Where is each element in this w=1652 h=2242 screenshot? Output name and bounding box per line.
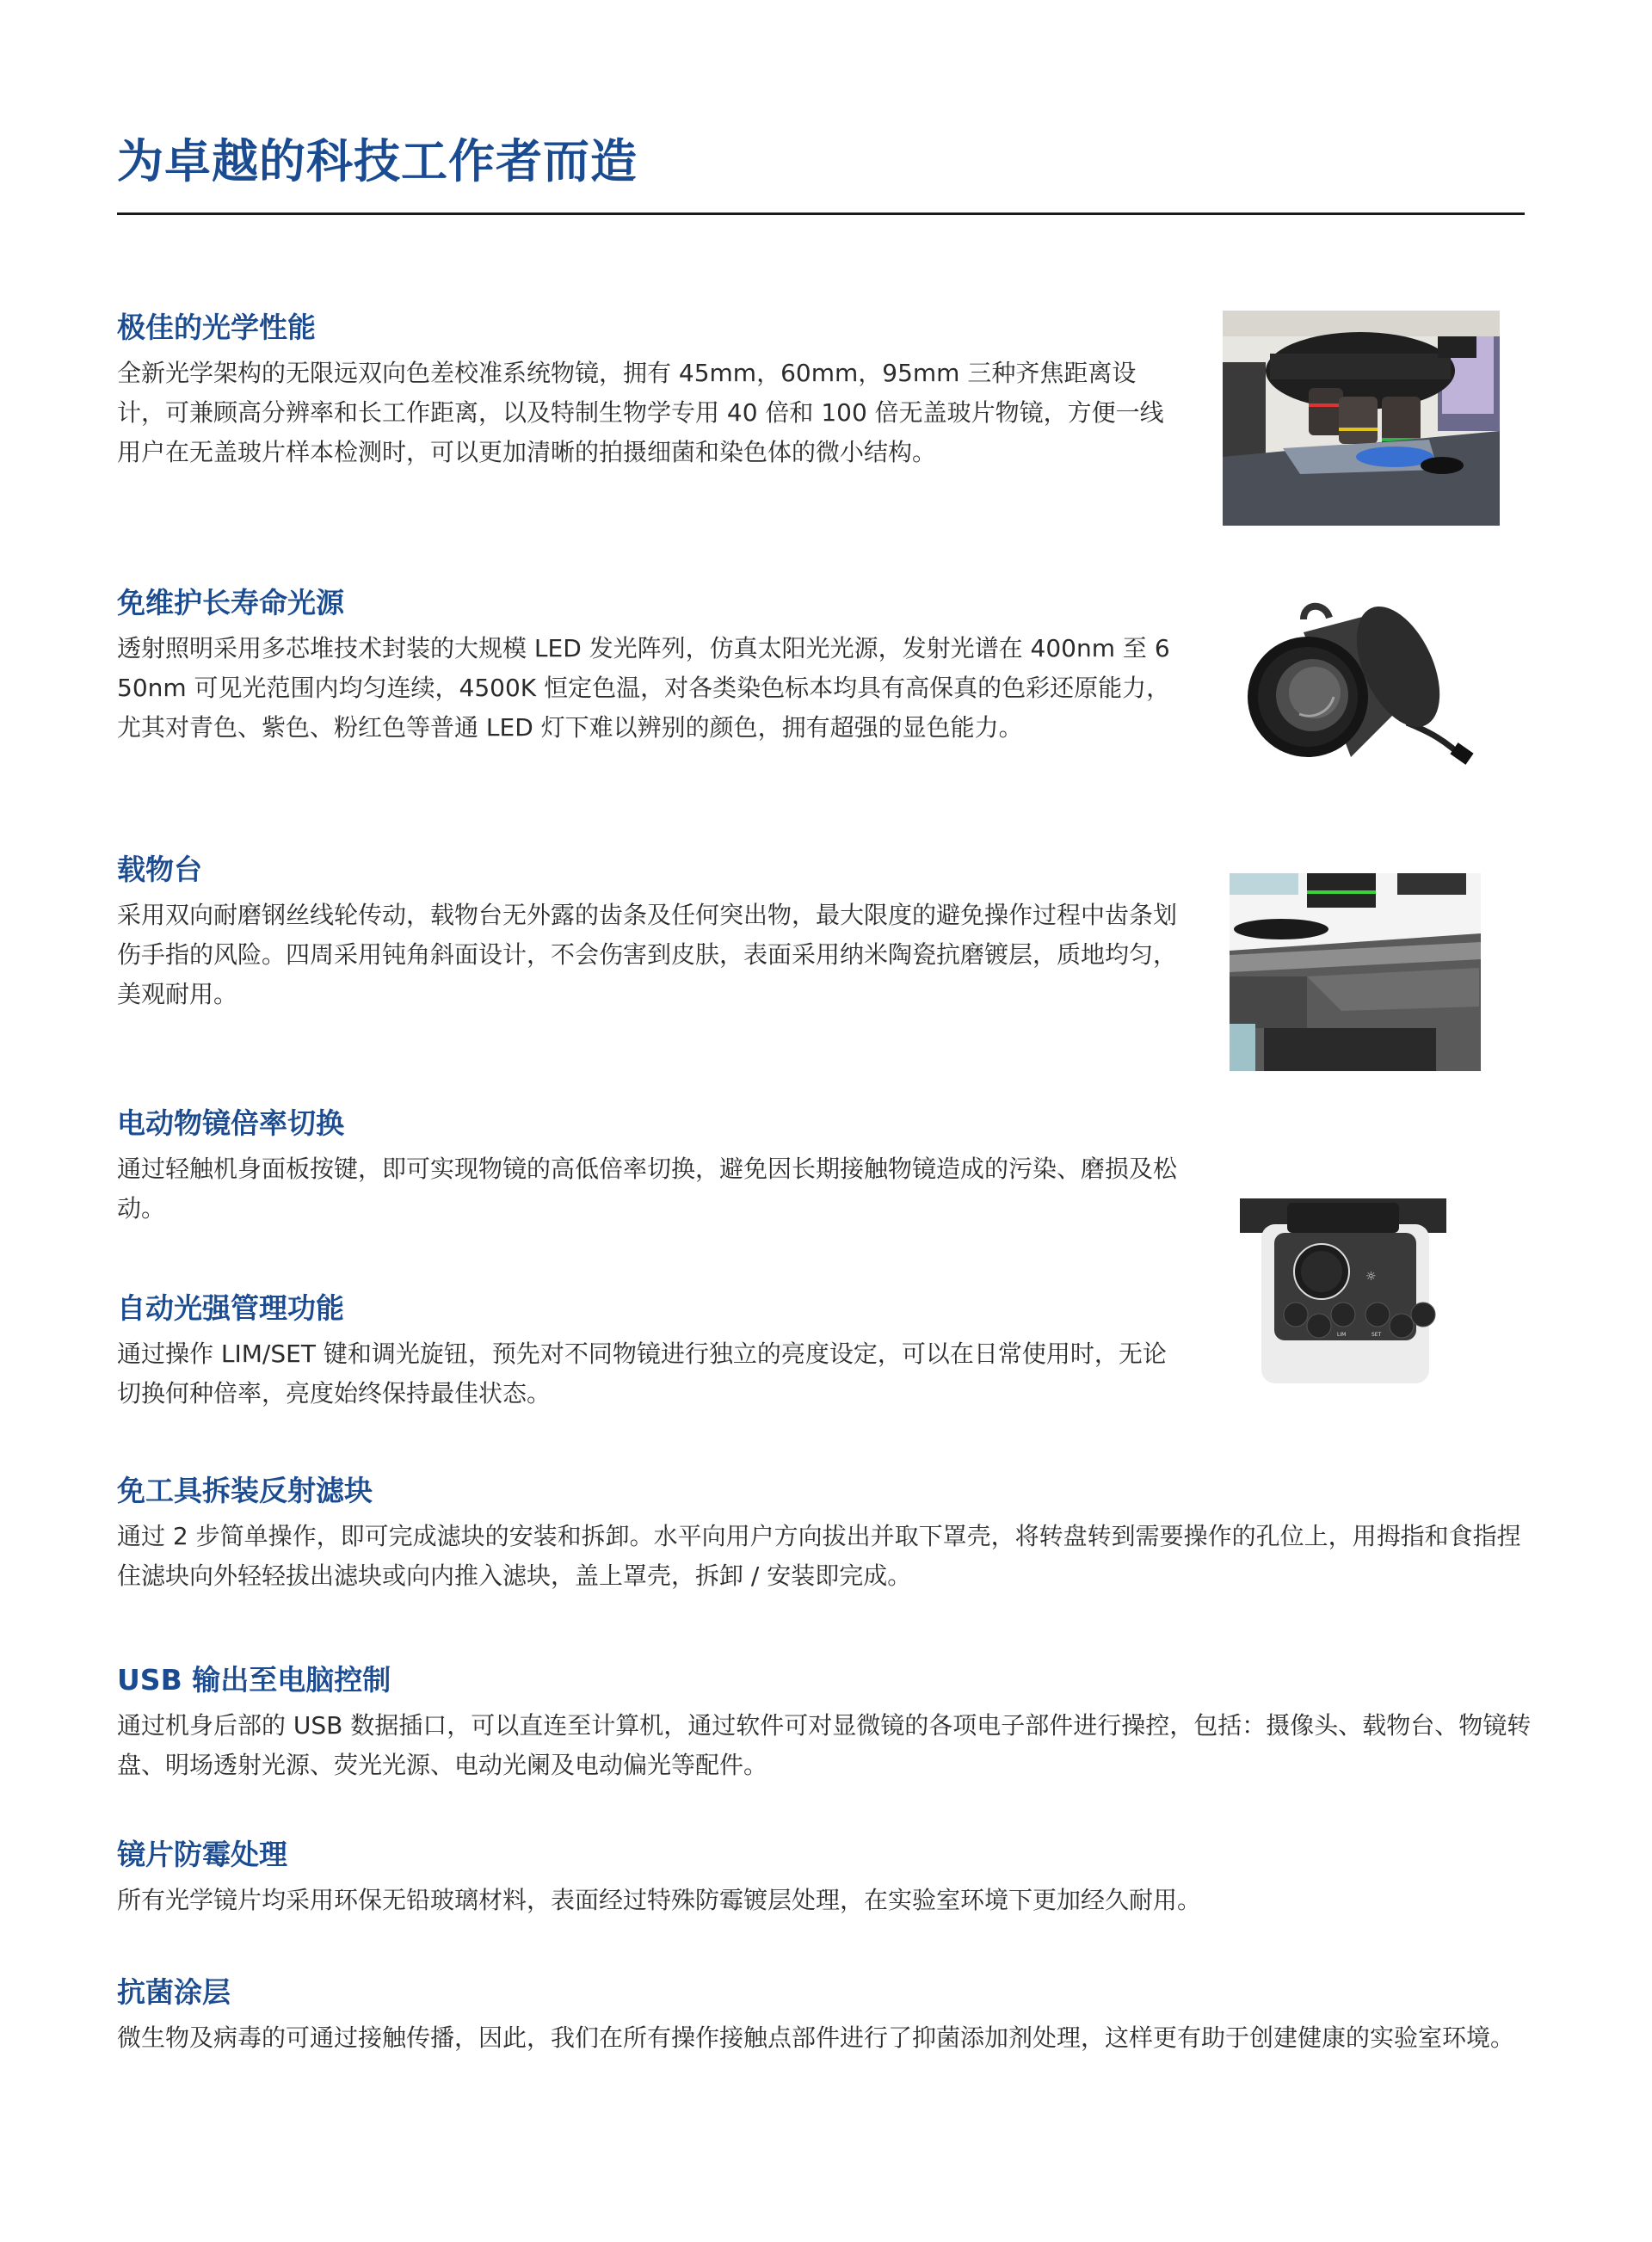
title-divider xyxy=(117,212,1525,215)
objective-turret-photo xyxy=(1223,311,1500,526)
section-body: 所有光学镜片均采用环保无铅玻璃材料，表面经过特殊防霉镀层处理，在实验室环境下更加经久耐用。 xyxy=(117,1886,1202,1915)
stage-photo xyxy=(1230,873,1481,1071)
page-title: 为卓越的科技工作者而造 xyxy=(117,134,638,188)
section-body: 采用双向耐磨钢丝线轮传动，载物台无外露的齿条及任何突出物，最大限度的避免操作过程中齿条划伤手指的风险。四周采用钝角斜面设计，不会伤害到皮肤，表面采用纳米陶瓷抗磨镀层，质地均匀，美观耐用。 xyxy=(117,901,1178,1009)
section-heading: USB 输出至电脑控制 xyxy=(117,1663,391,1697)
section-motorized-nosepiece xyxy=(117,1106,1184,1229)
section-auto-light-management xyxy=(117,1290,1184,1414)
section-body: 通过 2 步简单操作，即可完成滤块的安装和拆卸。水平向用户方向拔出并取下罩壳，将转盘转到需要操作的孔位上，用拇指和食指捏住滤块向外轻轻拔出滤块或向内推入滤块，盖上罩壳，拆卸 / 安装即完成。 xyxy=(117,1522,1521,1591)
section-body: 微生物及病毒的可通过接触传播，因此，我们在所有操作接触点部件进行了抑菌添加剂处理，这样更有助于创建健康的实验室环境。 xyxy=(117,2023,1515,2053)
section-body: 通过轻触机身面板按键，即可实现物镜的高低倍率切换，避免因长期接触物镜造成的污染、磨损及松动。 xyxy=(117,1155,1178,1223)
section-body: 透射照明采用多芯堆技术封装的大规模 LED 发光阵列，仿真太阳光光源，发射光谱在 400nm 至 650nm 可见光范围内均匀连续，4500K 恒定色温，对各类染色标本均具有高保真的色彩还原能力，尤其对青色、紫色、粉红色等普通 LED 灯下难以辨别的颜色，拥有超强的显色能力。 xyxy=(117,634,1171,742)
section-heading: 极佳的光学性能 xyxy=(117,311,316,344)
section-antibacterial-coating xyxy=(117,1974,1537,2058)
section-heading: 电动物镜倍率切换 xyxy=(117,1106,344,1140)
section-optical-performance xyxy=(117,310,1184,472)
section-body: 全新光学架构的无限远双向色差校准系统物镜，拥有 45mm，60mm，95mm 三种齐焦距离设计，可兼顾高分辨率和长工作距离，以及特制生物学专用 40 倍和 100 倍无盖玻片物镜，方便一线用户在无盖玻片样本检测时，可以更加清晰的拍摄细菌和染色体的微小结构。 xyxy=(117,359,1164,467)
section-heading: 抗菌涂层 xyxy=(117,1975,231,2009)
svg-text:LIM: LIM xyxy=(1337,1332,1347,1338)
control-panel-photo xyxy=(1240,1198,1446,1388)
led-light-source-photo xyxy=(1222,594,1489,774)
section-light-source xyxy=(117,585,1184,748)
section-anti-fungus xyxy=(117,1837,1537,1920)
section-body: 通过机身后部的 USB 数据插口，可以直连至计算机，通过软件可对显微镜的各项电子部件进行操控，包括：摄像头、载物台、物镜转盘、明场透射光源、荧光光源、电动光阑及电动偏光等配件。 xyxy=(117,1711,1532,1780)
section-stage xyxy=(117,852,1184,1014)
section-heading: 免维护长寿命光源 xyxy=(117,586,344,619)
section-heading: 免工具拆装反射滤块 xyxy=(117,1474,373,1507)
section-body: 通过操作 LIM/SET 键和调光旋钮，预先对不同物镜进行独立的亮度设定，可以在日常使用时，无论切换何种倍率，亮度始终保持最佳状态。 xyxy=(117,1340,1167,1408)
section-usb-control xyxy=(117,1662,1537,1785)
svg-text:☼: ☼ xyxy=(1365,1270,1377,1284)
section-tool-free-filter xyxy=(117,1473,1537,1596)
section-heading: 载物台 xyxy=(117,853,202,886)
section-heading: 镜片防霉处理 xyxy=(117,1838,287,1871)
section-heading: 自动光强管理功能 xyxy=(117,1291,344,1325)
svg-text:SET: SET xyxy=(1372,1332,1382,1338)
